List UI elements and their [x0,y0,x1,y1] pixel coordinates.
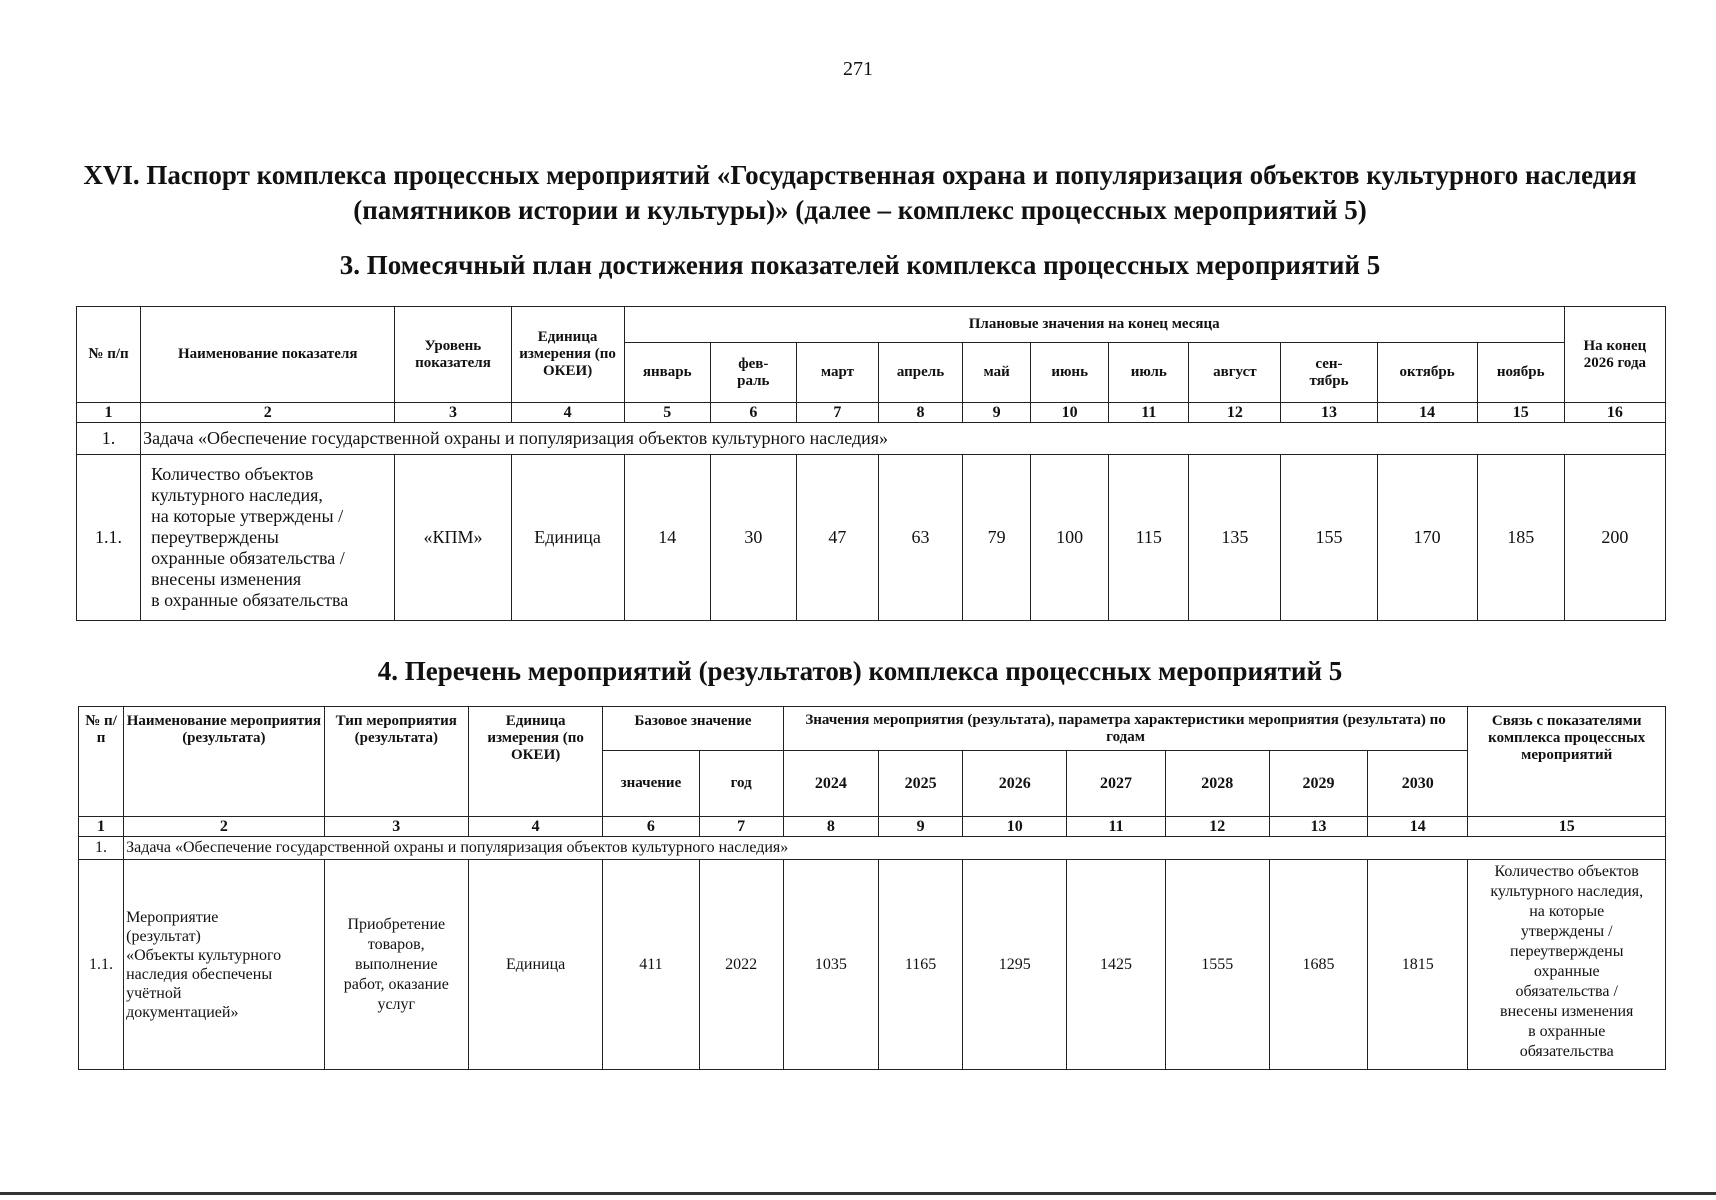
indicator-level: «КПМ» [395,455,511,621]
column-number: 11 [1109,403,1189,423]
column-number: 9 [878,817,962,837]
header-base-value-year: год [699,751,783,817]
section-4-title: 4. Перечень мероприятий (результатов) комплекса процессных мероприятий 5 [377,656,1343,686]
year-value: 1425 [1067,860,1165,1070]
column-number: 13 [1281,403,1377,423]
header-year: 2027 [1067,751,1165,817]
column-number: 6 [603,817,699,837]
document-title: XVI. Паспорт комплекса процессных мероприятий «Государственная охрана и популяризация объектов культурного наследия (памятников истории и культуры)» (далее – комплекс процессных мероприятий 5) [83,160,1637,225]
header-planned-values: Плановые значения на конец месяца [624,307,1564,343]
header-year: 2028 [1165,751,1269,817]
column-number: 10 [1031,403,1109,423]
year-value: 1555 [1165,860,1269,1070]
task-num: 1. [79,837,124,860]
monthly-value: 79 [963,455,1031,621]
header-year: 2030 [1368,751,1468,817]
column-number: 1 [79,817,124,837]
header-month: ноябрь [1477,343,1564,403]
header-month: сен- тябрь [1281,343,1377,403]
monthly-plan-table [76,306,1666,621]
column-number: 6 [710,403,796,423]
header-month: январь [624,343,710,403]
indicator-unit: Единица [511,455,624,621]
column-number: 12 [1165,817,1269,837]
header-unit: Единица измерения (по ОКЕИ) [511,307,624,403]
indicator-name [141,455,395,621]
header-indicator-name: Наименование показателя [141,307,395,403]
column-number: 15 [1477,403,1564,423]
header-month: фев- раль [710,343,796,403]
header-num: № п/п [79,707,124,817]
bottom-rule [0,1192,1716,1195]
indicator-name-text: Количество объектов культурного наследия, на которые утверждены / переутверждены охранные обязательства / внесены изменения в охранные обязательства [151,464,349,610]
column-number: 16 [1564,403,1665,423]
header-month: октябрь [1377,343,1477,403]
column-number: 9 [963,403,1031,423]
column-number: 13 [1269,817,1367,837]
monthly-value: 47 [796,455,878,621]
header-num: № п/п [77,307,141,403]
monthly-value: 14 [624,455,710,621]
header-month: июнь [1031,343,1109,403]
column-number: 10 [963,817,1067,837]
activity-type [324,860,468,1070]
linked-indicator-text: Количество объектов культурного наследия, на которые утверждены / переутверждены охранные обязательства / внесены изменения в охранные обязательства [1490,863,1644,1060]
year-value: 1815 [1368,860,1468,1070]
monthly-value: 30 [710,455,796,621]
year-value: 1035 [783,860,878,1070]
row-num: 1.1. [79,860,124,1070]
header-link: Связь с показателями комплекса процессных мероприятий [1468,707,1666,817]
column-number: 5 [624,403,710,423]
activity-unit: Единица [468,860,602,1070]
end-of-year-value: 200 [1564,455,1665,621]
column-number: 11 [1067,817,1165,837]
header-base-value: Базовое значение [603,707,783,751]
column-number: 15 [1468,817,1666,837]
monthly-value: 63 [878,455,962,621]
row-num: 1.1. [77,455,141,621]
activities-table [78,706,1666,1070]
header-activity-name: Наименование мероприятия (результата) [124,707,325,817]
column-number: 4 [468,817,602,837]
monthly-value: 185 [1477,455,1564,621]
task-text: Задача «Обеспечение государственной охраны и популяризация объектов культурного наследия» [124,837,1666,860]
column-number: 2 [124,817,325,837]
header-month: май [963,343,1031,403]
header-indicator-level: Уровень показателя [395,307,511,403]
header-base-value-value: значение [603,751,699,817]
header-end-of-year: На конец 2026 года [1564,307,1665,403]
header-month: апрель [878,343,962,403]
page-number: 271 [843,58,873,80]
column-number: 8 [878,403,962,423]
header-activity-type: Тип мероприятия (результата) [324,707,468,817]
monthly-value: 135 [1189,455,1281,621]
base-value: 411 [603,860,699,1070]
header-month: август [1189,343,1281,403]
linked-indicator [1468,860,1666,1070]
monthly-value: 170 [1377,455,1477,621]
header-month: июль [1109,343,1189,403]
column-number: 4 [511,403,624,423]
column-number: 7 [699,817,783,837]
section-3-title: 3. Помесячный план достижения показателей комплекса процессных мероприятий 5 [339,250,1381,280]
header-month: март [796,343,878,403]
header-year: 2026 [963,751,1067,817]
column-number: 3 [395,403,511,423]
header-values-by-year: Значения мероприятия (результата), параметра характеристики мероприятия (результата) по годам [783,707,1468,751]
activity-name [124,860,325,1070]
activity-type-text: Приобретение товаров, выполнение работ, оказание услуг [343,915,449,1013]
column-number: 2 [141,403,395,423]
task-num: 1. [77,423,141,455]
year-value: 1685 [1269,860,1367,1070]
column-number: 14 [1368,817,1468,837]
year-value: 1295 [963,860,1067,1070]
column-number: 3 [324,817,468,837]
column-number: 14 [1377,403,1477,423]
base-year: 2022 [699,860,783,1070]
column-number: 7 [796,403,878,423]
column-number: 8 [783,817,878,837]
header-unit: Единица измерения (по ОКЕИ) [468,707,602,817]
header-year: 2024 [783,751,878,817]
monthly-value: 155 [1281,455,1377,621]
header-year: 2029 [1269,751,1367,817]
monthly-value: 115 [1109,455,1189,621]
monthly-value: 100 [1031,455,1109,621]
year-value: 1165 [878,860,962,1070]
header-year: 2025 [878,751,962,817]
activity-name-text: Мероприятие (результат) «Объекты культурного наследия обеспечены учётной документацией» [126,908,282,1021]
column-number: 1 [77,403,141,423]
task-text: Задача «Обеспечение государственной охраны и популяризация объектов культурного наследия» [141,423,1666,455]
column-number: 12 [1189,403,1281,423]
